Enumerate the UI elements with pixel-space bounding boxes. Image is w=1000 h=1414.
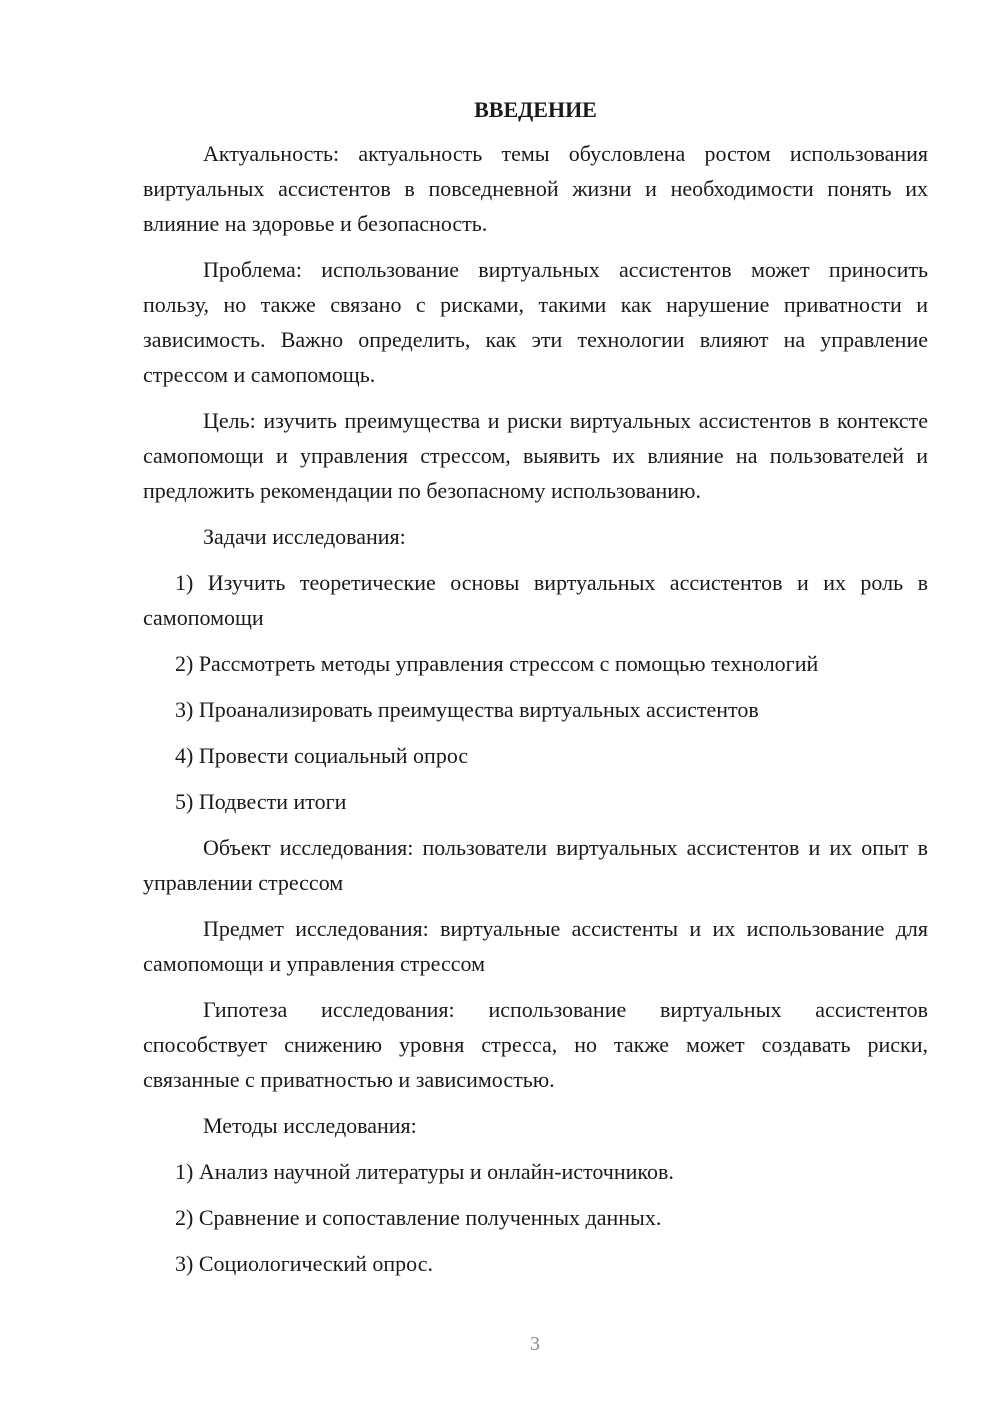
list-item: 3) Социологический опрос. — [175, 1251, 433, 1276]
list-item: 4) Провести социальный опрос — [175, 743, 469, 768]
relevance-paragraph: Актуальность: актуальность темы обусловлена ростом использования виртуальных ассистентов в повседневной жизни и необходимости понять их влияние на здоровье и безопасность. — [143, 141, 928, 236]
document-page — [143, 92, 928, 1292]
list-item: 3) Проанализировать преимущества виртуальных ассистентов — [175, 697, 759, 722]
list-item: 2) Рассмотреть методы управления стрессом с помощью технологий — [175, 651, 819, 676]
methods-title: Методы исследования: — [203, 1113, 417, 1138]
hypothesis-paragraph: Гипотеза исследования: использование виртуальных ассистентов способствует снижению уровня стресса, но также может создавать риски, связанные с приватностью и зависимостью. — [143, 997, 928, 1092]
list-item: 1) Анализ научной литературы и онлайн-источников. — [175, 1159, 674, 1184]
methods-list — [143, 1154, 928, 1281]
tasks-list — [143, 565, 928, 819]
page-number: 3 — [530, 1333, 540, 1355]
list-item: 1) Изучить теоретические основы виртуальных ассистентов и их роль в самопомощи — [143, 570, 928, 630]
list-item: 5) Подвести итоги — [175, 789, 347, 814]
object-paragraph: Объект исследования: пользователи виртуальных ассистентов и их опыт в управлении стрессом — [143, 835, 928, 895]
list-item: 2) Сравнение и сопоставление полученных данных. — [175, 1205, 662, 1230]
problem-paragraph: Проблема: использование виртуальных ассистентов может приносить пользу, но также связано с рисками, такими как нарушение приватности и зависимость. Важно определить, как эти технологии влияют на управление стрессом и самопомощь. — [143, 257, 928, 387]
goal-paragraph: Цель: изучить преимущества и риски виртуальных ассистентов в контексте самопомощи и управления стрессом, выявить их влияние на пользователей и предложить рекомендации по безопасному использованию. — [143, 408, 928, 503]
subject-paragraph: Предмет исследования: виртуальные ассистенты и их использование для самопомощи и управления стрессом — [143, 916, 928, 976]
page-title: ВВЕДЕНИЕ — [474, 97, 597, 122]
tasks-title: Задачи исследования: — [203, 524, 406, 549]
